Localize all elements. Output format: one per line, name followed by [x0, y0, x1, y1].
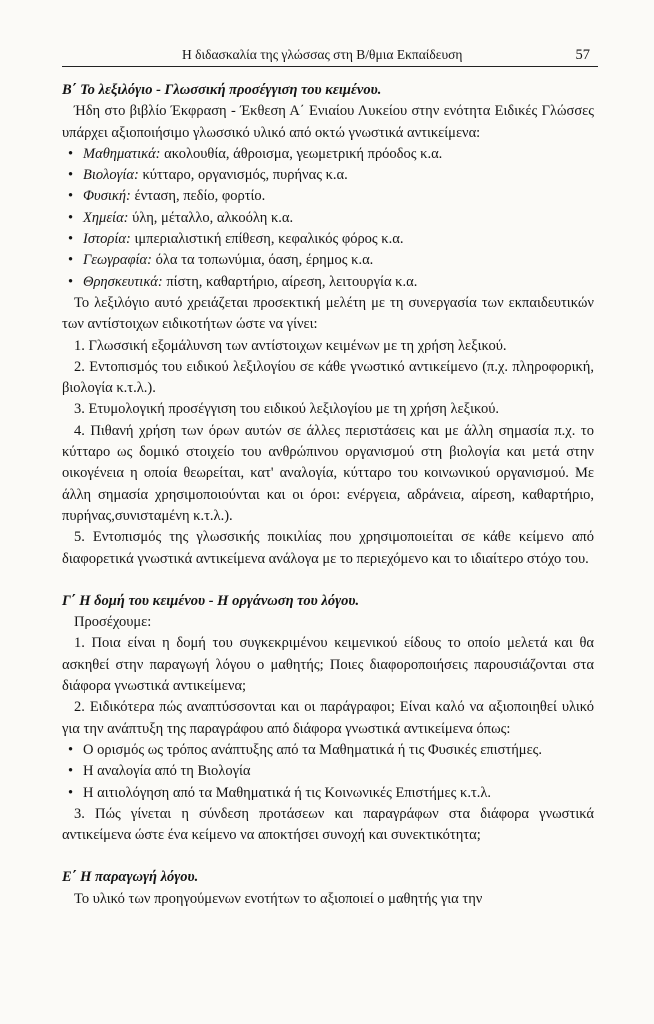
section-gap [62, 570, 594, 591]
subject-text: ύλη, μέταλλο, αλκοόλη κ.α. [132, 209, 294, 226]
method-bullet: • Η αναλογία από τη Βιολογία [62, 761, 594, 782]
section-gap [62, 846, 594, 867]
subject-item [62, 272, 594, 293]
method-bullet: • Η αιτιολόγηση από τα Μαθηματικά ή τις Κοινωνικές Επιστήμες κ.τ.λ. [62, 783, 594, 804]
running-title: Η διδασκαλία της γλώσσας στη Β/θμια Εκπαίδευση [182, 47, 463, 62]
method-bullet: • Ο ορισμός ως τρόπος ανάπτυξης από τα Μαθηματικά ή τις Φυσικές επιστήμες. [62, 740, 594, 761]
subject-item [62, 144, 594, 165]
step-item: 2. Εντοπισμός του ειδικού λεξιλογίου σε κάθε γνωστικό αντικείμενο (π.χ. πληροφορική, βιολογία κ.τ.λ.). [62, 358, 594, 397]
subject-text: όλα τα τοπωνύμια, όαση, έρημος κ.α. [155, 252, 374, 269]
subject-item [62, 165, 594, 186]
subject-item [62, 250, 594, 271]
section-b-intro: Ήδη στο βιβλίο Έκφραση - Έκθεση Α΄ Ενιαίου Λυκείου στην ενότητα Ειδικές Γλώσσες υπάρχει αξιοποιήσιμο γλωσσικό υλικό από οκτώ γνωστικά αντικείμενα: [62, 103, 594, 141]
running-header [62, 46, 598, 67]
subject-text: ιμπεριαλιστική επίθεση, κεφαλικός φόρος κ.α. [134, 231, 404, 248]
section-b-heading: Β΄ Το λεξιλόγιο - Γλωσσική προσέγγιση του κειμένου. [62, 82, 382, 98]
step-item: 4. Πιθανή χρήση των όρων αυτών σε άλλες περιστάσεις και με άλλη σημασία π.χ. το κύτταρο ως δομικό στοιχείο του ανθρώπινου οργανισμού στη βιολογία και μετά στην οικογένεια η οποία θεωρείται, κατ' αναλογία, κύτταρο του κοινωνικού οργανισμού. Με άλλη σημασία χρησιμοποιούνται και οι όροι: ενέργεια, αδράνεια, αίρεση, καθαρτήριο, πυρήνας,συνισταμένη κ.τ.λ.). [62, 422, 594, 524]
step-item: 5. Εντοπισμός της γλωσσικής ποικιλίας που χρησιμοποιείται σε κάθε κείμενο από διαφορετικά γνωστικά αντικείμενα ανάλογα με το περιεχόμενο και το ιδιαίτερο στόχο του. [62, 529, 594, 567]
subject-text: κύτταρο, οργανισμός, πυρήνας κ.α. [142, 167, 348, 184]
subject-text: ακολουθία, άθροισμα, γεωμετρική πρόοδος κ.α. [164, 145, 443, 162]
subject-text: ένταση, πεδίο, φορτίο. [134, 188, 266, 205]
subject-label: Βιολογία: [83, 167, 139, 184]
section-c-item: 1. Ποια είναι η δομή του συγκεκριμένου κειμενικού είδους το οποίο μελετά και θα ασκηθεί στην παραγωγή λόγου ο μαθητής; Ποιες διαφοροποιήσεις παρουσιάζονται στα διάφορα γνωστικά αντικείμενα; [62, 635, 594, 695]
subject-item [62, 229, 594, 250]
subject-label: Χημεία: [83, 209, 129, 226]
section-c-item: 3. Πώς γίνεται η σύνδεση προτάσεων και παραγράφων στα διάφορα γνωστικά αντικείμενα ώστε ένα κείμενο να αποκτήσει συνοχή και συνεκτικότητα; [62, 805, 594, 844]
subject-label: Φυσική: [83, 188, 131, 205]
section-c-item: 2. Ειδικότερα πώς αναπτύσσονται και οι παράγραφοι; Είναι καλό να αξιοποιηθεί υλικό για την ανάπτυξη της παραγράφου από διάφορα γνωστικά αντικείμενα όπως: [62, 699, 594, 737]
section-e-heading: Ε΄ Η παραγωγή λόγου. [62, 869, 199, 886]
subject-label: Ιστορία: [83, 231, 131, 248]
subject-label: Θρησκευτικά: [83, 273, 163, 290]
subject-label: Γεωγραφία: [83, 252, 152, 269]
section-c-heading: Γ΄ Η δομή του κειμένου - Η οργάνωση του λόγου. [62, 592, 360, 609]
section-b-paragraph: Το λεξιλόγιο αυτό χρειάζεται προσεκτική μελέτη με τη συνεργασία των εκπαιδευτικών των αντίστοιχων ειδικοτήτων ώστε να γίνει: [62, 294, 594, 333]
subject-text: πίστη, καθαρτήριο, αίρεση, λειτουργία κ.α. [166, 273, 418, 290]
subject-item [62, 186, 594, 207]
subject-list [62, 144, 594, 293]
subject-label: Μαθηματικά: [83, 145, 161, 162]
step-item: 3. Ετυμολογική προσέγγιση του ειδικού λεξιλογίου με τη χρήση λεξικού. [74, 401, 500, 418]
page-body [62, 80, 594, 910]
page-number: 57 [575, 47, 590, 63]
section-e-text: Το υλικό των προηγούμενων ενοτήτων το αξιοποιεί ο μαθητής για την [74, 890, 483, 907]
step-item: 1. Γλωσσική εξομάλυνση των αντίστοιχων κειμένων με τη χρήση λεξικού. [74, 337, 507, 354]
section-c-lead: Προσέχουμε: [74, 614, 152, 631]
subject-item [62, 208, 594, 229]
